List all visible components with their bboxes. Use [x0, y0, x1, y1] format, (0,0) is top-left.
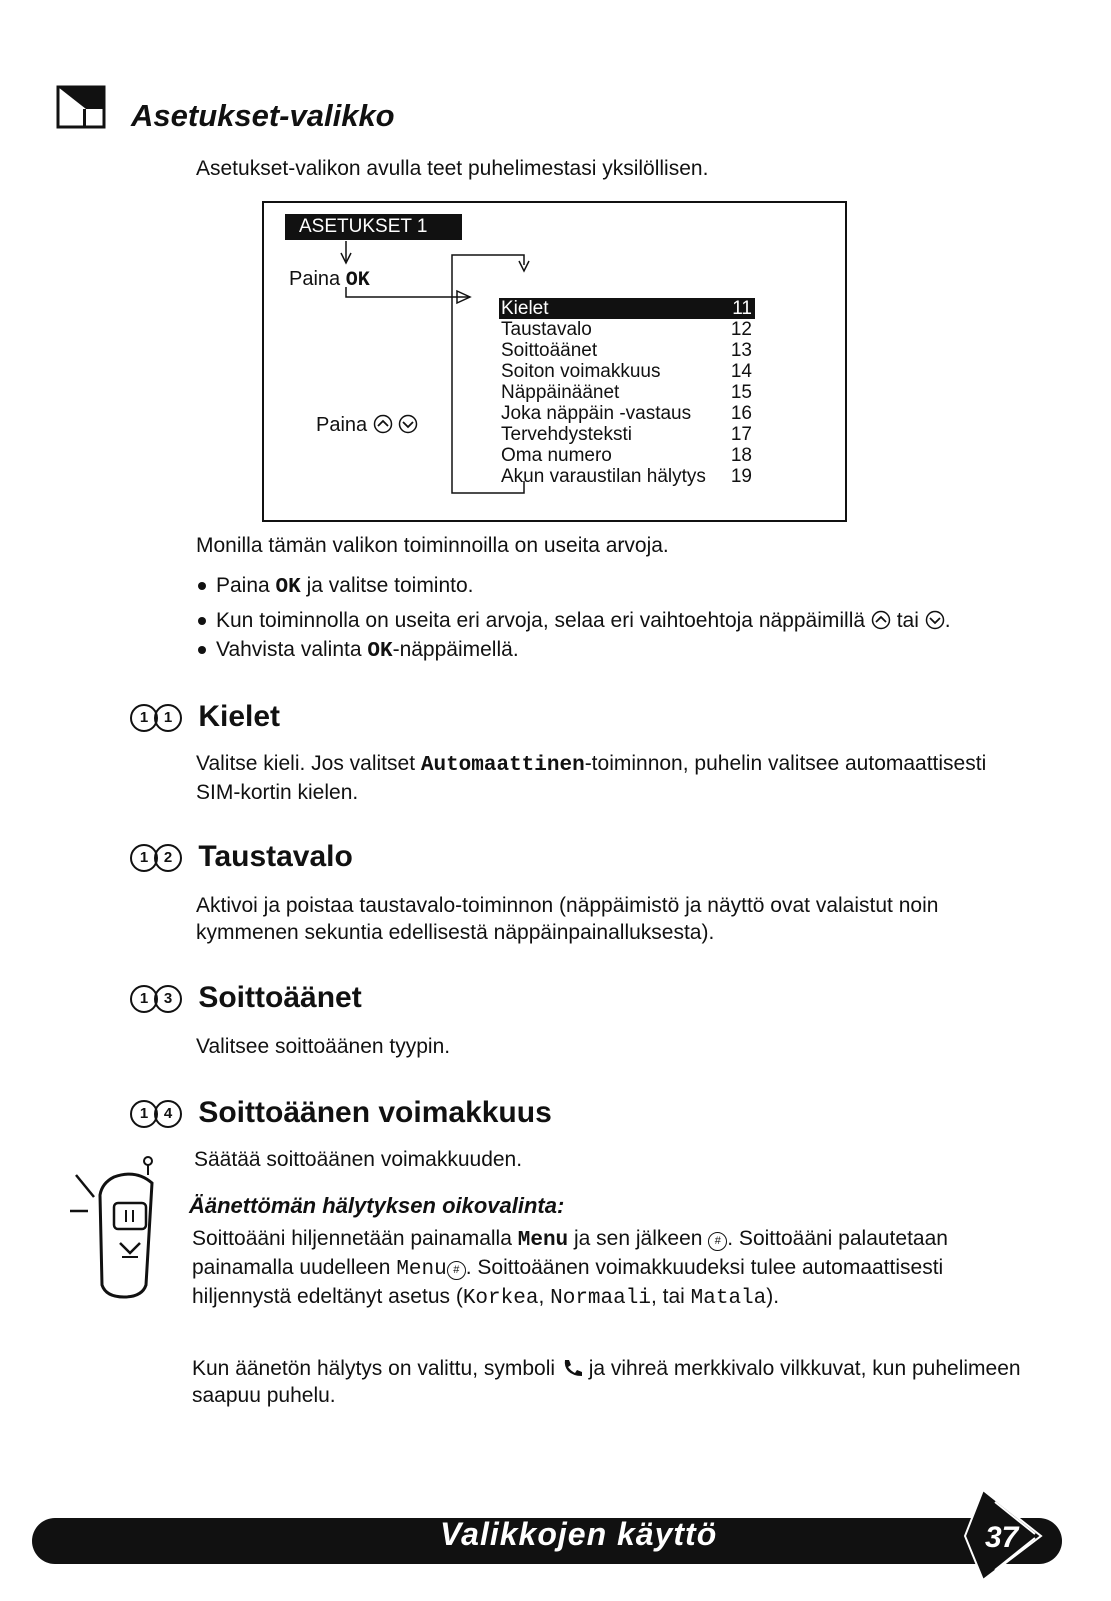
settings-menu-icon: [56, 85, 106, 129]
footer-title: Valikkojen käyttö: [440, 1516, 718, 1552]
settings-menu-list: [499, 298, 755, 487]
up-arrow-key-icon: [871, 610, 891, 630]
section-heading-taustavalo: 1 2 Taustavalo: [130, 840, 353, 874]
bullet-item: Kun toiminnolla on useita eri arvoja, selaa eri vaihtoehtoja näppäimillä tai .: [198, 607, 1078, 634]
section-heading-soittoaanet: 1 3 Soittoäänet: [130, 981, 362, 1015]
intro-text: Asetukset-valikon avulla teet puhelimestasi yksilöllisen.: [196, 157, 709, 180]
menu-title-bar: ASETUKSET 1: [285, 214, 462, 240]
phone-handset-icon: [561, 1357, 583, 1377]
shortcut-key-1-icon: 1: [130, 1100, 158, 1128]
menu-item-oma-numero[interactable]: Oma numero 18: [501, 445, 752, 466]
menu-item-tervehdysteksti[interactable]: Tervehdysteksti 17: [501, 424, 752, 445]
shortcut-key-1-icon: 1: [130, 704, 158, 732]
down-arrow-key-icon: [398, 414, 418, 434]
shortcut-key-4-icon: 4: [154, 1100, 182, 1128]
soittoaanet-text: Valitsee soittoäänen tyypin.: [196, 1035, 451, 1058]
shortcut-key-2-icon: 2: [154, 844, 182, 872]
shortcut-key-1-icon: 1: [154, 704, 182, 732]
values-intro: Monilla tämän valikon toiminnoilla on useita arvoja.: [196, 534, 669, 557]
section-heading-voimakkuus: 1 4 Soittoäänen voimakkuus: [130, 1096, 552, 1130]
menu-item-soiton-voimakkuus[interactable]: Soiton voimakkuus 14: [501, 361, 752, 382]
bullet-item: Paina OK ja valitse toiminto.: [198, 572, 1078, 601]
shortcut-key-3-icon: 3: [154, 985, 182, 1013]
press-arrows-label: Paina: [316, 412, 418, 439]
menu-item-soittoaanet[interactable]: Soittoäänet 13: [501, 340, 752, 361]
menu-item-joka-nappain[interactable]: Joka näppäin -vastaus 16: [501, 403, 752, 424]
menu-item-kielet[interactable]: Kielet 11: [499, 298, 755, 319]
shortcut-key-1-icon: 1: [130, 985, 158, 1013]
silent-alert-text: Soittoääni hiljennetään painamalla Menu ja sen jälkeen # . Soittoääni palautetaan painamalla uudelleen Menu # . Soittoäänen voimakkuudeksi tulee automaattisesti hiljennystä edeltänyt asetus (Korkea, Normaali, tai Matala).: [192, 1227, 948, 1310]
menu-item-nappainaanet[interactable]: Näppäinäänet 15: [501, 382, 752, 403]
hash-key-icon: #: [447, 1261, 466, 1280]
up-arrow-key-icon: [373, 414, 393, 434]
page-title: Asetukset-valikko: [131, 98, 395, 133]
press-ok-label: Paina OK: [289, 268, 370, 292]
down-arrow-key-icon: [925, 610, 945, 630]
taustavalo-text: Aktivoi ja poistaa taustavalo-toiminnon (näppäimistö ja näyttö ovat valaistut noin kymmenen sekuntia edellisestä näppäinpainalluksesta).: [196, 894, 939, 944]
shortcut-key-1-icon: 1: [130, 844, 158, 872]
silent-symbol-text: Kun äänetön hälytys on valittu, symboli ja vihreä merkkivalo vilkkuvat, kun puhelimeen saapuu puhelu.: [192, 1357, 1021, 1407]
menu-item-taustavalo[interactable]: Taustavalo 12: [501, 319, 752, 340]
page-number: 37: [985, 1521, 1019, 1554]
section-heading-kielet: 1 1 Kielet: [130, 700, 280, 734]
bullet-list: [198, 572, 1078, 665]
hash-key-icon: #: [708, 1232, 727, 1251]
kielet-text: Valitse kieli. Jos valitset Automaattinen-toiminnon, puhelin valitsee automaattisesti SIM-kortin kielen.: [196, 752, 987, 804]
silent-alert-subheading: Äänettömän hälytyksen oikovalinta:: [189, 1193, 565, 1218]
ok-key-label: OK: [345, 269, 370, 292]
voimakkuus-text: Säätää soittoäänen voimakkuuden.: [194, 1148, 523, 1171]
menu-item-akun-halytys[interactable]: Akun varaustilan hälytys 19: [501, 466, 752, 487]
bullet-item: Vahvista valinta OK-näppäimellä.: [198, 636, 1078, 665]
phone-illustration-icon: [66, 1155, 166, 1305]
